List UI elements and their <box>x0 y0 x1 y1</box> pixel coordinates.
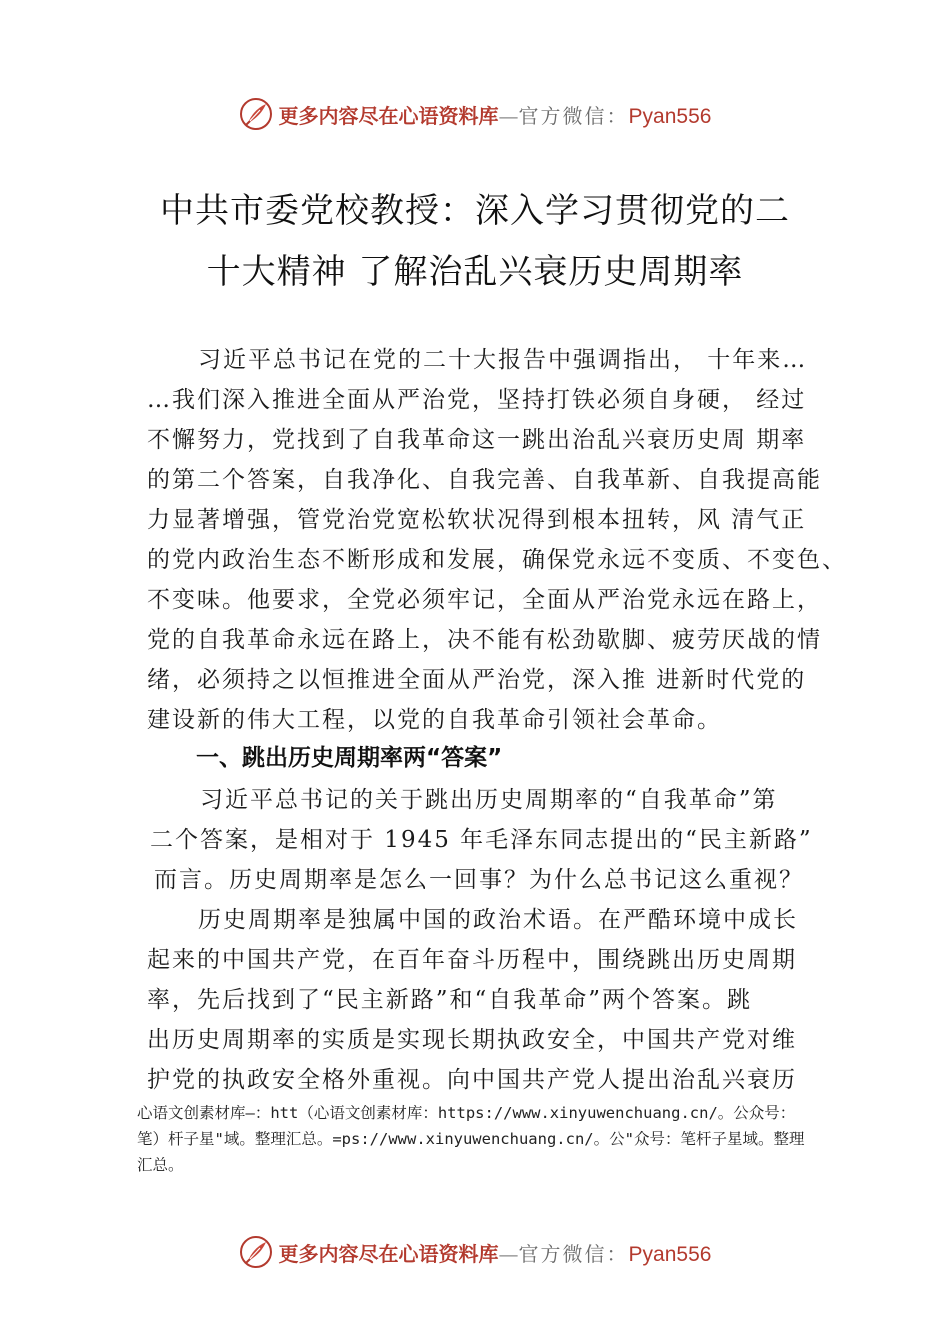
text-line: 不变味。他要求，全党必须牢记，全面从严治党永远在路上， <box>147 587 822 613</box>
text-line: 起来的中国共产党，在百年奋斗历程中，围绕跳出历史周期 <box>147 947 797 973</box>
banner-wechat-label: 官方微信： <box>518 1241 629 1266</box>
text-line: 历史周期率是独属中国的政治术语。在严酷环境中成长 <box>198 907 798 933</box>
banner-text <box>279 100 712 129</box>
text-line: 习近平总书记的关于跳出历史周期率的“自我革命”第 <box>200 787 778 813</box>
feather-quill-logo-icon <box>239 1235 273 1269</box>
banner-library-name: 更多内容尽在心语资料库 <box>278 103 499 128</box>
banner-text <box>279 1238 712 1267</box>
bottom-banner <box>0 1232 950 1272</box>
top-banner <box>0 94 950 134</box>
banner-wechat-label: 官方微信： <box>518 103 629 128</box>
text-line: 出历史周期率的实质是实现长期执政安全，中国共产党对维 <box>147 1027 797 1053</box>
banner-library-name: 更多内容尽在心语资料库 <box>278 1241 499 1266</box>
text-line: 党的自我革命永远在路上，决不能有松劲歇脚、疲劳厌战的情 <box>147 627 822 653</box>
footnote-line: 心语文创素材库—：htt（心语文创素材库：https://www.xinyuwenchuang.cn/。公众号： <box>137 1104 796 1122</box>
section-heading-1: 一、跳出历史周期率两“答案” <box>196 745 503 771</box>
text-line: …我们深入推进全面从严治党，坚持打铁必须自身硬， 经过 <box>147 387 807 413</box>
banner-wechat-id: Pyan556 <box>628 1242 712 1266</box>
text-line: 绪，必须持之以恒推进全面从严治党，深入推 进新时代党的 <box>147 667 807 693</box>
page-title-line-2: 十大精神 了解治乱兴衰历史周期率 <box>206 252 744 292</box>
text-line: 二个答案，是相对于 1945 年毛泽东同志提出的“民主新路” <box>150 827 813 853</box>
banner-dash: — <box>498 1241 519 1266</box>
feather-quill-logo-icon <box>239 97 273 131</box>
text-line: 而言。历史周期率是怎么一回事？为什么总书记这么重视？ <box>154 867 804 893</box>
text-line: 习近平总书记在党的二十大报告中强调指出， 十年来… <box>198 347 808 373</box>
text-line: 力显著增强，管党治党宽松软状况得到根本扭转，风 清气正 <box>147 507 807 533</box>
banner-wechat-id: Pyan556 <box>628 104 712 128</box>
footnote-line: 笔）杆子星"域。整理汇总。=ps://www.xinyuwenchuang.cn/。公"众号：笔杆子星域。整理 <box>137 1130 805 1148</box>
text-line: 的第二个答案，自我净化、自我完善、自我革新、自我提高能 <box>147 467 822 493</box>
footnote-line: 汇总。 <box>137 1156 184 1174</box>
banner-dash: — <box>498 103 519 128</box>
page-title-line-1: 中共市委党校教授：深入学习贯彻党的二 <box>160 191 790 231</box>
text-line: 率，先后找到了“民主新路”和“自我革命”两个答案。跳 <box>147 987 753 1013</box>
text-line: 建设新的伟大工程，以党的自我革命引领社会革命。 <box>147 707 722 733</box>
text-line: 不懈努力，党找到了自我革命这一跳出治乱兴衰历史周 期率 <box>147 427 807 453</box>
text-line: 的党内政治生态不断形成和发展，确保党永远不变质、不变色、 <box>147 547 847 573</box>
text-line: 护党的执政安全格外重视。向中国共产党人提出治乱兴衰历 <box>147 1067 797 1093</box>
